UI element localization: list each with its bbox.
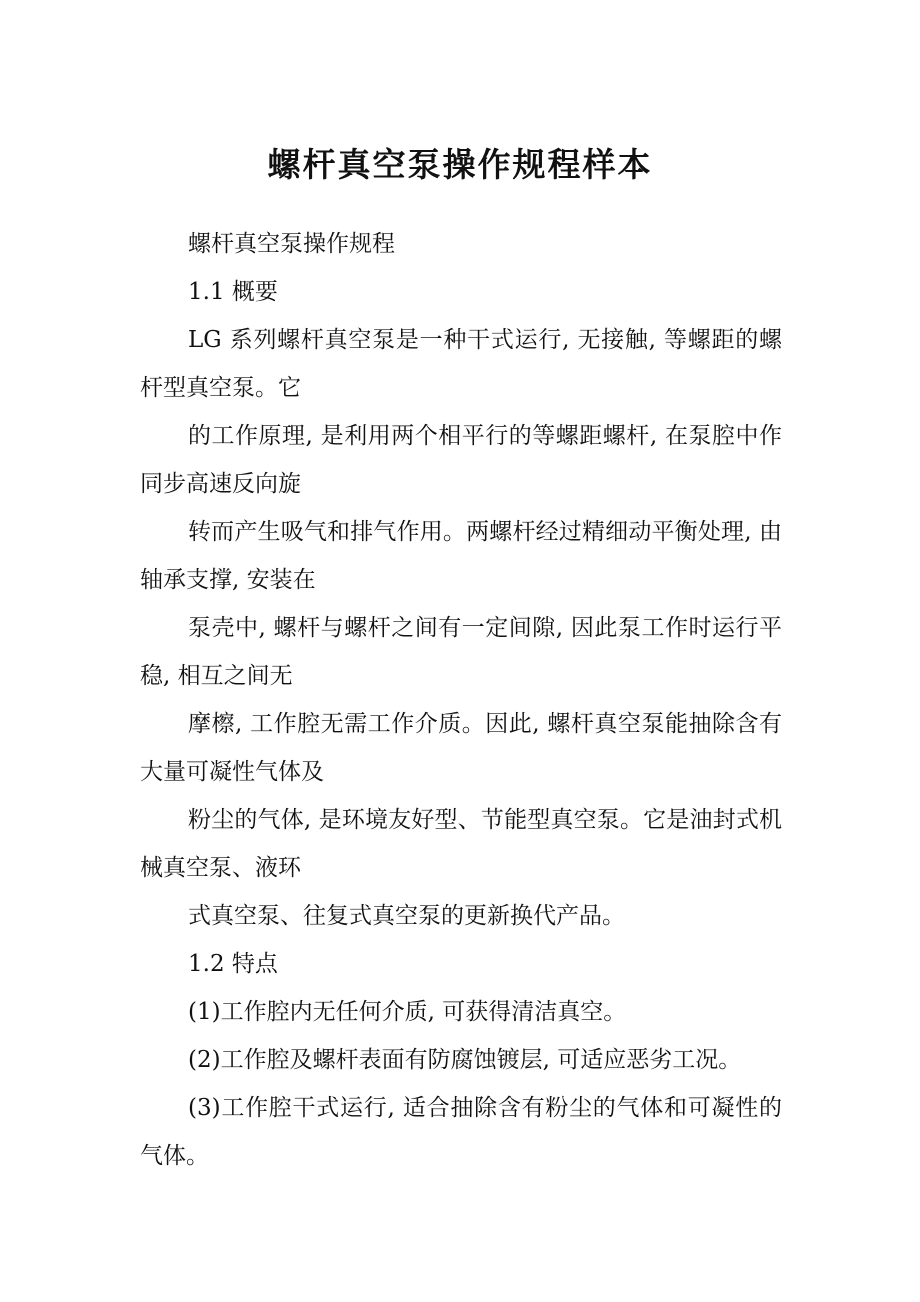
document-title: 螺杆真空泵操作规程样本 [267, 145, 653, 184]
paragraph: LG 系列螺杆真空泵是一种干式运行, 无接触, 等螺距的螺杆型真空泵。它 [140, 327, 782, 401]
paragraph: 的工作原理, 是利用两个相平行的等螺距螺杆, 在泵腔中作同步高速反向旋 [140, 423, 782, 497]
document-body [140, 220, 782, 1180]
paragraph-section-1-2: 1.2 特点 [188, 951, 278, 977]
paragraph: 摩檫, 工作腔无需工作介质。因此, 螺杆真空泵能抽除含有大量可凝性气体及 [140, 711, 782, 785]
paragraph: 泵壳中, 螺杆与螺杆之间有一定间隙, 因此泵工作时运行平稳, 相互之间无 [140, 615, 782, 689]
paragraph: 式真空泵、往复式真空泵的更新换代产品。 [188, 903, 625, 929]
paragraph: 粉尘的气体, 是环境友好型、节能型真空泵。它是油封式机械真空泵、液环 [140, 807, 782, 881]
list-item: (2)工作腔及螺杆表面有防腐蚀镀层, 可适应恶劣工况。 [188, 1047, 742, 1073]
paragraph: 转而产生吸气和排气作用。两螺杆经过精细动平衡处理, 由轴承支撑, 安装在 [140, 519, 782, 593]
list-item: (3)工作腔干式运行, 适合抽除含有粉尘的气体和可凝性的气体。 [140, 1095, 782, 1169]
list-item: (1)工作腔内无任何介质, 可获得清洁真空。 [188, 999, 627, 1025]
paragraph-section-1-1: 1.1 概要 [188, 279, 278, 305]
paragraph-subtitle: 螺杆真空泵操作规程 [188, 231, 395, 257]
